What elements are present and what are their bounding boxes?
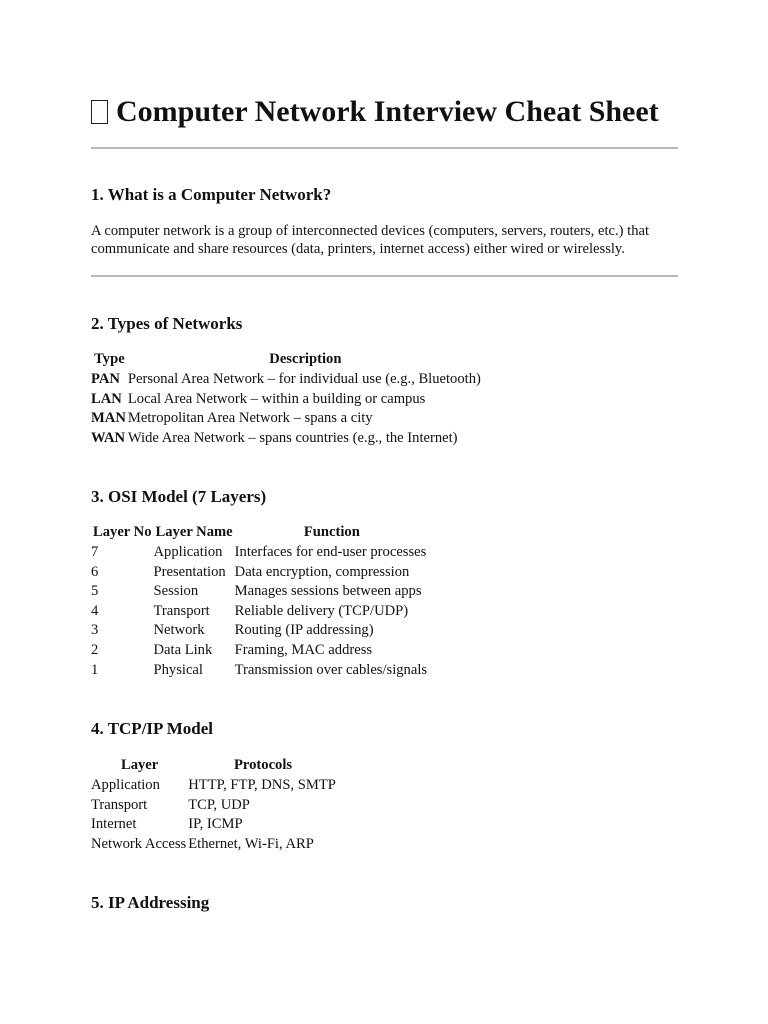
table-row (91, 370, 483, 390)
layer-name: Transport (153, 602, 210, 619)
section-3-heading: 3. OSI Model (7 Layers) (91, 487, 267, 506)
page-title-text: Computer Network Interview Cheat Sheet (116, 95, 659, 128)
layer-function: Interfaces for end-user processes (234, 544, 427, 560)
layer-name: Application (153, 544, 223, 560)
column-header-description: Description (269, 351, 342, 367)
layer-function: Framing, MAC address (234, 641, 373, 658)
table-row (91, 409, 483, 429)
table-row (91, 602, 429, 622)
table-row (91, 815, 338, 835)
divider (91, 275, 678, 277)
osi-model-table (91, 522, 429, 680)
table-row (91, 582, 429, 602)
page-title (91, 93, 659, 131)
table-row (91, 621, 429, 641)
table-row (91, 543, 429, 563)
layer-name: Data Link (153, 641, 213, 658)
table-row (91, 776, 338, 796)
layer-function: Manages sessions between apps (234, 583, 422, 600)
network-description: Metropolitan Area Network – spans a city (127, 410, 373, 427)
tcp-ip-protocols: IP, ICMP (188, 816, 243, 833)
column-header-layer: Layer (120, 757, 159, 773)
network-description: Local Area Network – within a building or campus (127, 390, 426, 407)
layer-name: Network (153, 622, 205, 639)
table-row (91, 563, 429, 583)
table-row (91, 661, 429, 681)
column-header-type: Type (94, 351, 125, 367)
layer-number: 3 (91, 622, 99, 639)
table-row (91, 796, 338, 816)
tcp-ip-model-table (91, 755, 338, 854)
section-1-heading: 1. What is a Computer Network? (91, 185, 332, 204)
network-type: WAN (91, 429, 126, 446)
layer-number: 4 (91, 602, 99, 619)
table-row (91, 429, 483, 449)
layer-number: 2 (91, 641, 99, 658)
layer-name: Presentation (153, 563, 226, 580)
layer-function: Routing (IP addressing) (234, 622, 374, 639)
table-header-row (91, 522, 429, 543)
column-header-protocols: Protocols (234, 757, 293, 773)
column-header-layer-no: Layer No (93, 524, 152, 540)
tcp-ip-layer: Network Access (91, 835, 187, 852)
layer-number: 5 (91, 583, 99, 600)
layer-number: 6 (91, 563, 99, 580)
table-row (91, 641, 429, 661)
layer-number: 1 (91, 661, 99, 678)
divider (91, 147, 678, 149)
column-header-function: Function (303, 524, 360, 540)
tcp-ip-layer: Application (91, 777, 160, 793)
table-row (91, 390, 483, 410)
layer-function: Transmission over cables/signals (234, 661, 428, 678)
network-types-table (91, 349, 483, 448)
tcp-ip-protocols: TCP, UDP (188, 796, 250, 813)
layer-name: Session (153, 583, 199, 600)
tcp-ip-protocols: HTTP, FTP, DNS, SMTP (188, 777, 336, 793)
tcp-ip-layer: Transport (91, 796, 148, 813)
section-4-heading: 4. TCP/IP Model (91, 719, 213, 738)
column-header-layer-name: Layer Name (155, 524, 233, 540)
section-2-heading: 2. Types of Networks (91, 314, 243, 333)
missing-glyph-icon (91, 100, 108, 124)
table-row (91, 835, 338, 855)
network-type: PAN (91, 371, 120, 387)
layer-name: Physical (153, 661, 203, 678)
tcp-ip-layer: Internet (91, 816, 137, 833)
section-1-body: A computer network is a group of interconnected devices (computers, servers, routers, etc.) that communicate and share resources (data, printers, internet access) either wired or wirelessly. (91, 223, 650, 257)
layer-number: 7 (91, 544, 99, 560)
network-description: Wide Area Network – spans countries (e.g., the Internet) (127, 429, 458, 446)
table-header-row (91, 349, 483, 370)
layer-function: Data encryption, compression (234, 563, 410, 580)
table-header-row (91, 755, 338, 776)
network-type: MAN (91, 410, 126, 427)
section-5-heading: 5. IP Addressing (91, 893, 210, 912)
network-type: LAN (91, 390, 122, 407)
layer-function: Reliable delivery (TCP/UDP) (234, 602, 409, 619)
tcp-ip-protocols: Ethernet, Wi-Fi, ARP (188, 835, 314, 852)
network-description: Personal Area Network – for individual use (e.g., Bluetooth) (127, 371, 481, 387)
